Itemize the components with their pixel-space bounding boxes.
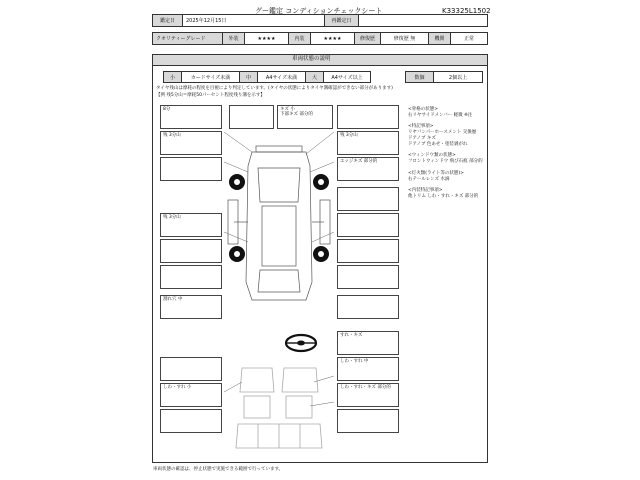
remark-special-line3: ドアノブ 色あせ・塗装剥がれ xyxy=(408,142,468,148)
footer-note: 車両状態の確認は、停止状態で実施できる範囲で行っています。 xyxy=(153,467,284,472)
info-row-grades xyxy=(152,32,488,45)
count-label: 数個 xyxy=(406,72,434,82)
panel-right-5 xyxy=(337,213,399,237)
quality-grade-label: クオリティーグレード xyxy=(153,33,223,44)
remark-lights-head: <灯火類(ライト等の状態)> xyxy=(408,170,464,176)
interior-stars: ★★★★ xyxy=(311,33,355,44)
panel-top-2 xyxy=(277,105,333,129)
panel-right-8 xyxy=(337,295,399,319)
remark-frame-head: <骨格の状態> xyxy=(408,107,439,112)
panel-left-3 xyxy=(160,157,222,181)
remark-interior-text: 他トリム しわ・すれ・キズ 部分的 xyxy=(408,193,479,199)
panel-left-4: 残 3分山 xyxy=(160,213,222,237)
remark-window-text: フロントウィンドウ 飛び石痕 部分的 xyxy=(408,159,483,165)
inspection-date-label: 鑑定日 xyxy=(153,15,183,26)
legend-card-size: カードサイズ未満 xyxy=(182,72,240,82)
panel-left-1: 8分 xyxy=(160,105,222,129)
panel-right-1 xyxy=(337,105,399,129)
panel-left-8 xyxy=(160,357,222,381)
size-legend xyxy=(163,71,371,83)
legend-small: 小 xyxy=(164,72,182,82)
count-legend xyxy=(405,71,483,83)
count-value: 2個以上 xyxy=(448,74,468,81)
panel-seat-1: しわ・すれ 中 xyxy=(337,357,399,381)
section-title: 車両状態の説明 xyxy=(292,56,331,62)
panel-seat-3 xyxy=(337,409,399,433)
panel-right-2: 残 3分山 xyxy=(337,131,399,155)
legend-a4-under: A4サイズ未満 xyxy=(258,72,306,82)
panel-left-7: 割れ穴 中 xyxy=(160,295,222,319)
exterior-label: 外装 xyxy=(223,33,245,44)
panel-left-5 xyxy=(160,239,222,263)
repair-history-label: 修復歴 xyxy=(355,33,381,44)
panel-right-7 xyxy=(337,265,399,289)
remark-lights-text: 右テールレンズ 水滴 xyxy=(408,176,450,182)
remark-window-head: <ウィンドウ類の状態> xyxy=(408,153,456,159)
panel-top-2-line1: キズ 小 xyxy=(280,107,295,112)
remark-frame-text: 右リヤサイドメンバー 軽微 ※注 xyxy=(408,113,473,119)
steering-wheel-icon xyxy=(284,333,318,353)
panel-right-4 xyxy=(337,187,399,211)
remarks-column xyxy=(408,107,484,200)
remark-special-head: <特記事項> xyxy=(408,124,434,130)
remark-special-line1: リヤバンパーホースメント 交換歴 xyxy=(408,130,477,136)
panel-left-10 xyxy=(160,409,222,433)
tire-note: タイヤ残山は摩耗の程度を目視により判定しています。(タイヤの状態によりタイヤ溝確認ができない部分があります) xyxy=(156,86,393,91)
panel-top-2-line2: 下部キズ 部分的 xyxy=(280,111,313,117)
remark-special-line2: ドアノブ キズ xyxy=(408,136,436,142)
panel-left-9: しわ・すれ 小 xyxy=(160,383,222,407)
remark-special-text xyxy=(408,130,484,148)
engine-value: 正常 xyxy=(463,36,474,42)
exterior-stars: ★★★★ xyxy=(245,33,289,44)
panel-left-2: 残 3分山 xyxy=(160,131,222,155)
panel-seat-2: しわ・すれ・キズ 部分的 xyxy=(337,383,399,407)
reinspection-label: 再鑑定日 xyxy=(325,15,359,26)
panel-top-1 xyxy=(229,105,274,129)
repair-history-value: 修復歴 無 xyxy=(381,33,429,44)
engine-label: 機関 xyxy=(429,33,451,44)
legend-medium: 中 xyxy=(240,72,258,82)
interior-seats-diagram xyxy=(224,362,334,456)
sheet-code: K33325L1502 xyxy=(442,7,491,15)
info-row-dates xyxy=(152,14,488,27)
panel-steering: すれ・キズ xyxy=(337,331,399,355)
sheet-title: グー鑑定 コンディションチェックシート xyxy=(255,7,383,15)
panel-right-6 xyxy=(337,239,399,263)
panel-right-3: エッジキズ 部分的 xyxy=(337,157,399,181)
legend-large: 大 xyxy=(306,72,324,82)
tire-example: 【例 残5分山＝摩耗50パーセント程度残り溝を示す】 xyxy=(156,93,265,98)
legend-a4-over: A4サイズ以上 xyxy=(331,74,363,81)
car-exterior-diagram xyxy=(222,132,336,310)
reinspection-value xyxy=(359,15,487,26)
remark-interior-head: <内装特記事項> xyxy=(408,187,443,193)
interior-label: 内装 xyxy=(289,33,311,44)
panel-left-6 xyxy=(160,265,222,289)
inspection-date-value: 2025年12月15日 xyxy=(183,15,325,26)
car-outline xyxy=(228,146,330,300)
